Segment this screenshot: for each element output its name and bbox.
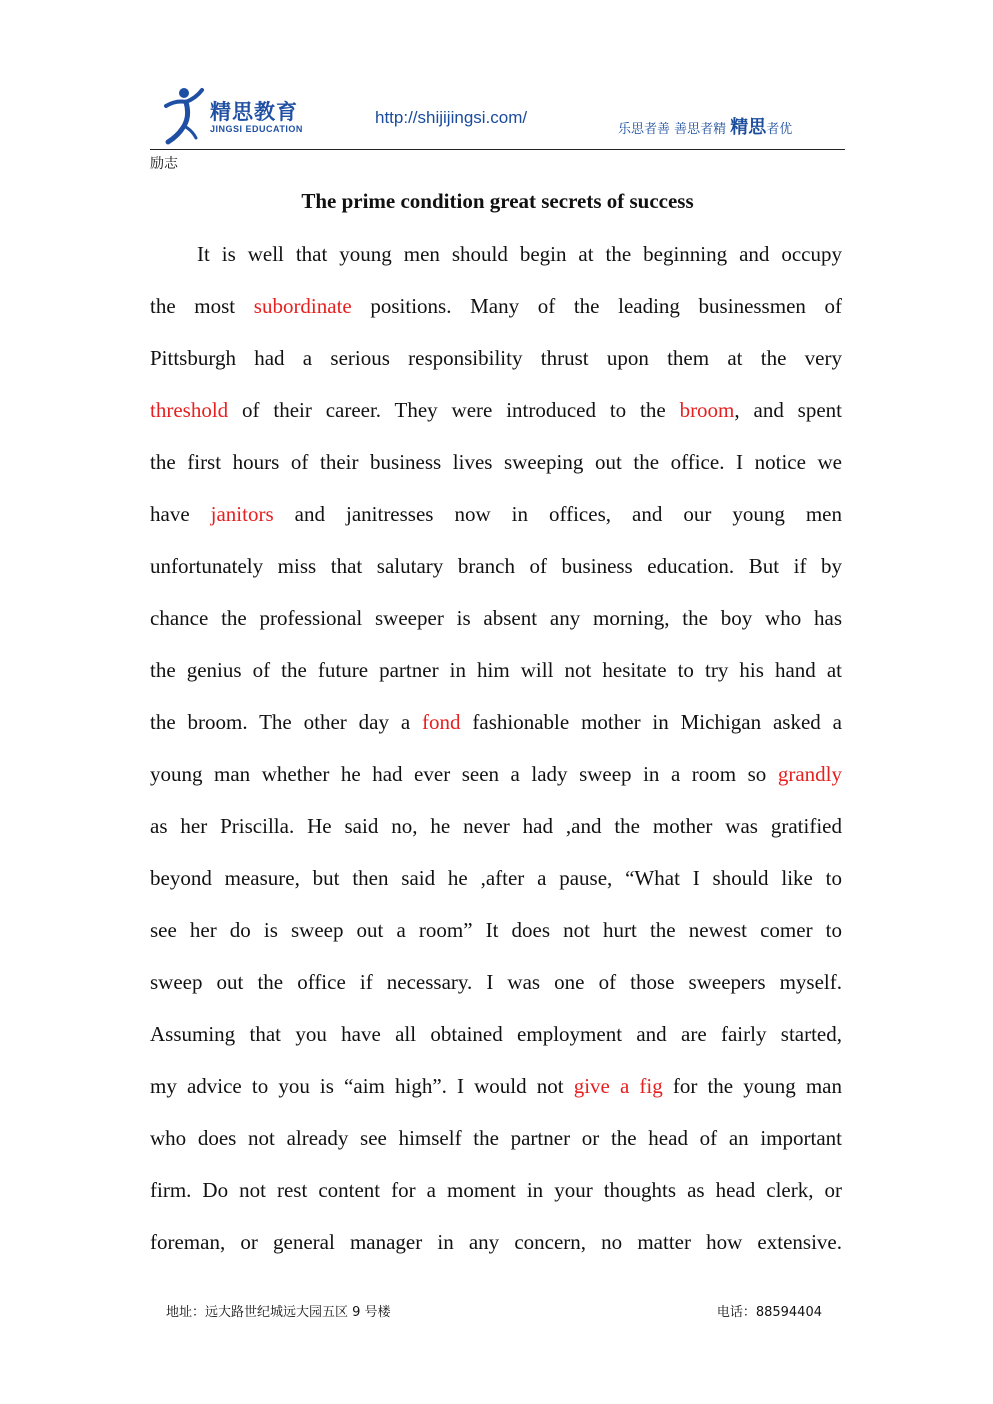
highlighted-word: give a fig [573,1074,663,1098]
text-segment: the broom. The other day a [150,710,423,734]
text-segment: young man whether he had ever seen a lady sweep in a room so [150,762,778,786]
logo-english-name: JINGSI EDUCATION [210,124,303,134]
text-segment: and janitresses now in offices, and our young men [273,502,842,526]
slogan [618,113,792,139]
text-line [150,436,842,488]
article-body [150,228,842,1268]
text-segment: who does not already see himself the partner or the head of an important [150,1126,842,1150]
header-divider [150,149,845,150]
text-line [150,644,842,696]
text-segment: unfortunately miss that salutary branch of business education. But if by [150,554,842,578]
text-segment: the genius of the future partner in him will not hesitate to try his hand at [150,658,842,682]
text-segment: sweep out the office if necessary. I was one of those sweepers myself. [150,970,842,994]
text-segment: for the young man [662,1074,842,1098]
footer-address: 地址：远大路世纪城远大园五区 9 号楼 [166,1305,391,1320]
highlighted-word: subordinate [253,294,352,318]
jingsi-logo [162,86,322,146]
category-label: 励志 [150,156,178,172]
text-segment: Pittsburgh had a serious responsibility thrust upon them at the very [150,346,842,370]
slogan-part-3: 者优 [766,122,793,137]
jumping-figure-icon [162,86,206,146]
text-segment: positions. Many of the leading businessmen of [351,294,843,318]
text-line [150,696,842,748]
text-segment: , and spent [734,398,842,422]
page-header [150,80,845,150]
text-line [150,332,842,384]
text-segment: my advice to you is “aim high”. I would not [150,1074,574,1098]
text-segment: firm. Do not rest content for a moment in your thoughts as head clerk, or [150,1178,842,1202]
text-line [150,488,842,540]
text-segment: as her Priscilla. He said no, he never had ,and the mother was gratified [150,814,842,838]
highlighted-word: fond [422,710,461,734]
text-line [150,956,842,1008]
text-segment: It is well that young men should begin at the beginning and occupy [197,242,842,266]
text-segment: chance the professional sweeper is absent any morning, the boy who has [150,606,842,630]
text-segment: the most [150,294,254,318]
text-line [150,852,842,904]
text-line [150,592,842,644]
text-segment: beyond measure, but then said he ,after a pause, “What I should like to [150,866,842,890]
text-segment: of their career. They were introduced to the [228,398,680,422]
text-segment: fashionable mother in Michigan asked a [460,710,842,734]
text-line [150,1164,842,1216]
text-line [150,800,842,852]
page-footer [166,1301,826,1321]
slogan-part-2: 精思 [730,117,767,138]
text-segment: foreman, or general manager in any concern, no matter how extensive. [150,1230,842,1254]
text-segment: Assuming that you have all obtained employment and are fairly started, [150,1022,842,1046]
slogan-part-1: 乐思者善 善思者精 [618,122,731,137]
text-line [150,904,842,956]
text-line [150,1112,842,1164]
text-line [150,748,842,800]
text-line [150,280,842,332]
text-segment: the first hours of their business lives sweeping out the office. I notice we [150,450,842,474]
article-title: The prime condition great secrets of success [301,189,694,213]
footer-phone: 电话：88594404 [716,1305,822,1320]
highlighted-word: threshold [150,398,229,422]
text-line [150,228,842,280]
text-line [150,1060,842,1112]
highlighted-word: broom [679,398,735,422]
text-line [150,540,842,592]
text-line [150,1216,842,1268]
website-url[interactable]: http://shijijingsi.com/ [375,108,528,127]
logo-chinese-name: 精思教育 [210,100,298,124]
text-line [150,1008,842,1060]
text-segment: have [150,502,211,526]
highlighted-word: grandly [777,762,842,786]
text-line [150,384,842,436]
text-segment: see her do is sweep out a room” It does not hurt the newest comer to [150,918,842,942]
highlighted-word: janitors [210,502,274,526]
